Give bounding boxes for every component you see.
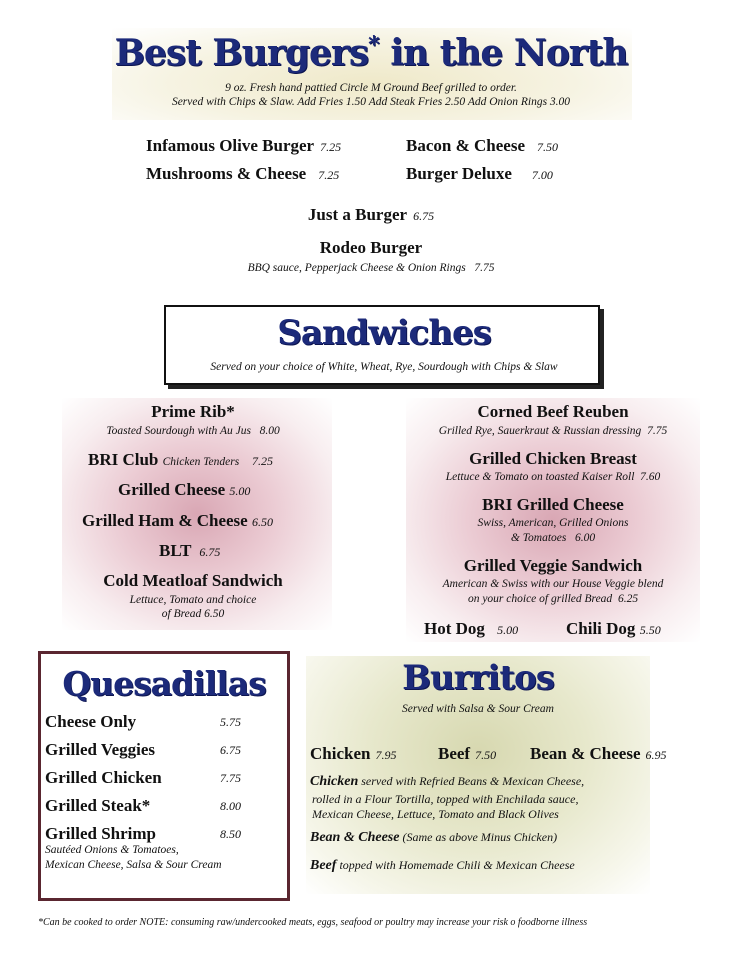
burrito-option: [438, 744, 496, 764]
burger-price: 7.25: [318, 168, 340, 182]
burgers-title-text: Best Burgers: [114, 32, 369, 74]
quesadilla-name: Grilled Veggies: [45, 740, 156, 759]
burgers-subtitle-1: 9 oz. Fresh hand pattied Circle M Ground Beef grilled to order.: [225, 82, 517, 94]
burger-name: Just a Burger: [307, 205, 408, 224]
reuben-desc: [406, 425, 700, 437]
grilled-ham-price: 6.50: [251, 515, 273, 529]
burrito-price: 7.50: [475, 748, 497, 762]
burrito-name: Beef: [438, 744, 471, 763]
blt-name: BLT: [159, 541, 192, 560]
hot-dog-name: Hot Dog: [424, 619, 485, 638]
chicken-breast-name: Grilled Chicken Breast: [469, 449, 637, 468]
bri-grilled-price: 6.00: [575, 532, 596, 544]
burrito-bean-lead: Bean & Cheese: [310, 830, 400, 845]
burger-name: Bacon & Cheese: [406, 136, 525, 155]
grilled-cheese-name: Grilled Cheese: [118, 480, 226, 499]
burger-item: [0, 205, 742, 225]
meatloaf-desc-1: Lettuce, Tomato and choice: [129, 594, 257, 606]
rodeo-price: 7.75: [474, 262, 495, 274]
quesadilla-item: [45, 712, 285, 732]
burger-item: [146, 164, 339, 184]
chicken-breast-desc-text: Lettuce & Tomato on toasted Kaiser Roll: [445, 471, 635, 483]
prime-rib-price: 8.00: [259, 425, 280, 437]
burrito-chicken-desc-2: rolled in a Flour Tortilla, topped with Enchilada sauce,: [312, 792, 579, 806]
grilled-cheese: [118, 480, 250, 500]
quesadilla-name: Cheese Only: [45, 712, 137, 731]
reuben-name: Corned Beef Reuben: [477, 402, 629, 421]
meatloaf-desc-2: of Bread 6.50: [161, 608, 225, 620]
burrito-bean-desc-text: (Same as above Minus Chicken): [399, 830, 558, 844]
hot-dog: [424, 619, 518, 639]
burrito-option: [310, 744, 396, 764]
burrito-chicken-lead: Chicken: [310, 774, 359, 789]
veggie-name: Grilled Veggie Sandwich: [463, 556, 643, 575]
quesadilla-price: 8.00: [220, 799, 241, 813]
burrito-bean-desc: [310, 830, 557, 846]
quesadillas-box: [38, 651, 290, 901]
quesadilla-price: 7.75: [220, 771, 241, 785]
burrito-chicken-desc-3: Mexican Cheese, Lettuce, Tomato and Black Olives: [312, 807, 559, 821]
quesadilla-price: 5.75: [220, 715, 241, 729]
bri-club-name: BRI Club: [88, 450, 159, 469]
grilled-ham-cheese: [82, 511, 273, 531]
footer-disclaimer: *Can be cooked to order NOTE: consuming raw/undercooked meats, eggs, seafood or poultry may increase your risk o foodborne illness: [38, 917, 588, 928]
burrito-chicken-desc-1: [310, 774, 584, 790]
burritos-subtitle: Served with Salsa & Sour Cream: [402, 703, 554, 715]
meatloaf-name: Cold Meatloaf Sandwich: [103, 571, 283, 590]
burrito-chicken-desc-text: served with Refried Beans & Mexican Cheese,: [358, 774, 585, 788]
quesadilla-name: Grilled Shrimp: [45, 824, 156, 843]
burrito-price: 6.95: [645, 748, 667, 762]
burger-item: [406, 136, 558, 156]
quesadilla-item: [45, 740, 285, 760]
burger-name: Burger Deluxe: [406, 164, 512, 183]
burger-price: 7.25: [320, 140, 342, 154]
sandwiches-header-box: [164, 305, 600, 385]
blt: [159, 541, 220, 561]
burgers-title: [0, 32, 742, 74]
chicken-breast-price: 7.60: [640, 471, 661, 483]
quesadilla-item: [45, 796, 285, 816]
veggie-desc-2-text: on your choice of grilled Bread: [467, 593, 613, 605]
burger-item: [406, 164, 553, 184]
bri-club-desc: Chicken Tenders: [162, 456, 240, 468]
bri-club-price: 7.25: [251, 454, 273, 468]
bri-grilled-desc-2: [406, 532, 700, 544]
burger-name: Mushrooms & Cheese: [146, 164, 307, 183]
quesadilla-item: [45, 768, 285, 788]
chili-dog-name: Chili Dog: [566, 619, 636, 638]
burger-price: 7.50: [536, 140, 558, 154]
bri-grilled-desc-2-text: & Tomatoes: [510, 532, 567, 544]
quesadilla-price: 8.50: [220, 827, 241, 841]
veggie-desc-1: American & Swiss with our House Veggie blend: [442, 578, 664, 590]
quesadillas-title: Quesadillas: [62, 664, 266, 703]
prime-rib-name: Prime Rib*: [151, 402, 235, 421]
veggie-price: 6.25: [617, 593, 639, 605]
rodeo-burger-desc: [0, 262, 742, 274]
burgers-subtitle-2: Served with Chips & Slaw. Add Fries 1.50 Add Steak Fries 2.50 Add Onion Rings 3.00: [171, 96, 571, 108]
burgers-title-tail: in the North: [390, 32, 628, 74]
rodeo-burger-name: Rodeo Burger: [319, 238, 423, 257]
prime-rib-desc-text: Toasted Sourdough with Au Jus: [106, 425, 251, 437]
quesadilla-name: Grilled Steak*: [45, 796, 151, 815]
burrito-beef-lead: Beef: [310, 858, 337, 873]
burgers-title-asterisk: *: [368, 32, 379, 58]
blt-price: 6.75: [199, 545, 221, 559]
veggie-desc-2: [406, 593, 700, 605]
bri-club: [88, 450, 273, 470]
hot-dog-price: 5.00: [497, 623, 519, 637]
sandwiches-title: Sandwiches: [277, 313, 491, 353]
burger-price: 6.75: [413, 209, 435, 223]
quesadilla-item: [45, 824, 285, 844]
quesadilla-desc-1: Sautéed Onions & Tomatoes,: [45, 844, 179, 856]
sandwiches-subtitle: Served on your choice of White, Wheat, Rye, Sourdough with Chips & Slaw: [210, 361, 558, 373]
grilled-ham-name: Grilled Ham & Cheese: [82, 511, 248, 530]
bri-grilled-name: BRI Grilled Cheese: [482, 495, 624, 514]
reuben-desc-text: Grilled Rye, Sauerkraut & Russian dressing: [438, 425, 642, 437]
burrito-option: [530, 744, 666, 764]
rodeo-desc-text: BBQ sauce, Pepperjack Cheese & Onion Rings: [247, 262, 466, 274]
quesadilla-name: Grilled Chicken: [45, 768, 162, 787]
burrito-beef-desc-text: topped with Homemade Chili & Mexican Cheese: [336, 858, 575, 872]
burrito-name: Bean & Cheese: [530, 744, 641, 763]
burrito-price: 7.95: [375, 748, 397, 762]
reuben-price: 7.75: [647, 425, 668, 437]
grilled-cheese-price: 5.00: [229, 484, 251, 498]
burrito-name: Chicken: [310, 744, 371, 763]
burger-name: Infamous Olive Burger: [146, 136, 315, 155]
burrito-beef-desc: [310, 858, 575, 874]
chili-dog-price: 5.50: [639, 623, 661, 637]
prime-rib-desc: [62, 425, 324, 437]
chili-dog: [566, 619, 661, 639]
quesadilla-desc-2: Mexican Cheese, Salsa & Sour Cream: [45, 859, 222, 871]
burritos-title: Burritos: [402, 658, 554, 698]
bri-grilled-desc-1: Swiss, American, Grilled Onions: [477, 517, 629, 529]
quesadilla-price: 6.75: [220, 743, 241, 757]
burger-price: 7.00: [531, 168, 553, 182]
chicken-breast-desc: [406, 471, 700, 483]
burger-item: [146, 136, 341, 156]
